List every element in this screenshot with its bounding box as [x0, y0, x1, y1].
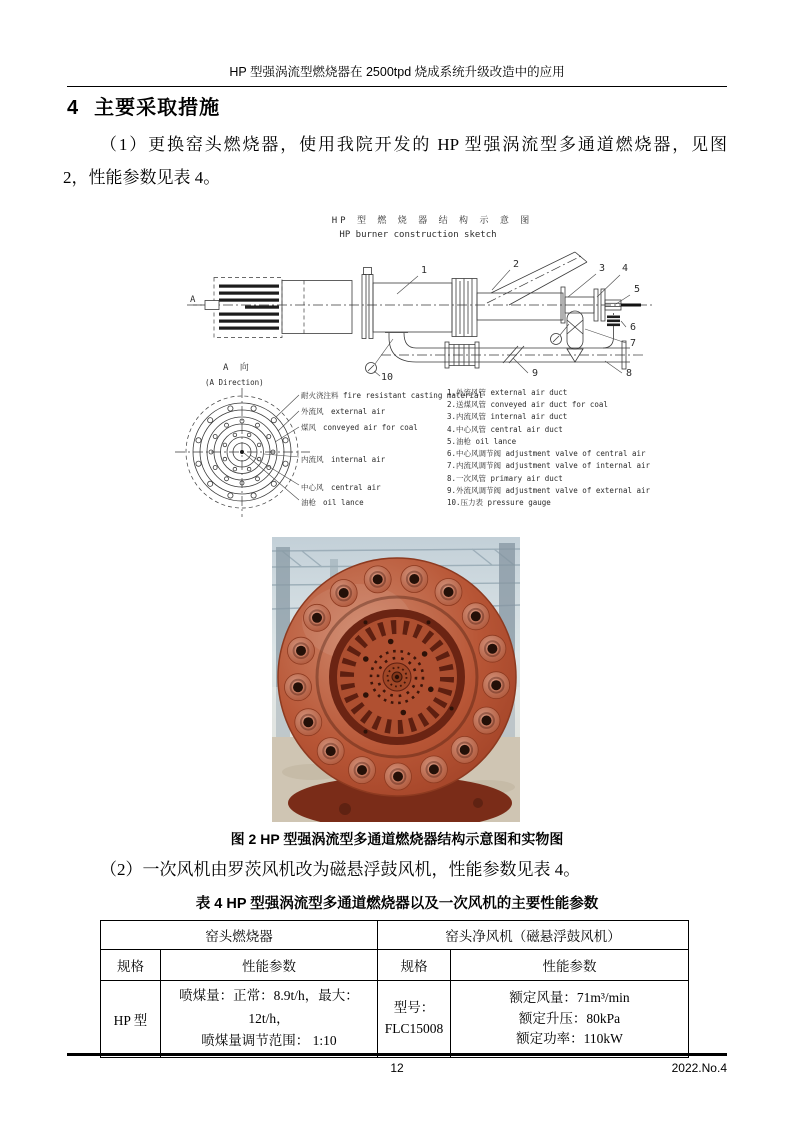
legend-item: 7.内流风调节阀 adjustment valve of internal air: [447, 461, 651, 470]
footer-issue: 2022.No.4: [671, 1061, 727, 1075]
callout-number: 9: [532, 368, 539, 379]
section-heading: [67, 91, 220, 120]
cell-fan-spec: [378, 981, 451, 1058]
section-label-cn: 外流风: [301, 407, 324, 416]
section-number: 4: [67, 97, 79, 119]
performance-table: [100, 920, 689, 1058]
table-header-row: [101, 950, 689, 981]
callout-number: 5: [634, 284, 641, 295]
fan-performance-line: 额定风量：71m³/min: [509, 989, 630, 1005]
callout-number: 6: [630, 322, 637, 333]
paragraph-1-line-2: 2，性能参数见表 4。: [63, 168, 221, 187]
fan-performance-line: 额定功率：110kW: [516, 1031, 623, 1047]
sketch-cross-section: [175, 361, 483, 517]
table-group-row: [101, 921, 689, 950]
group-header-burner: 窑头燃烧器: [101, 921, 378, 950]
sketch-legend: [447, 387, 651, 507]
callout-number: 7: [630, 338, 637, 349]
running-header: HP 型强涡流型燃烧器在 2500tpd 烧成系统升级改造中的应用: [229, 65, 565, 79]
section-title: 主要采取措施: [94, 97, 221, 119]
legend-item: 2.送煤风管 conveyed air duct for coal: [447, 400, 608, 409]
footer-rule: [67, 1053, 727, 1056]
legend-item: 8.一次风管 primary air duct: [447, 474, 563, 483]
callout-number: 10: [381, 372, 394, 383]
sketch-title-en: HP burner construction sketch: [339, 230, 497, 240]
view-label-cn: A 向: [223, 363, 252, 373]
burner-performance-line: 喷煤量：正常：8.9t/h，最大：12t/h，: [179, 987, 359, 1026]
legend-item: 10.压力表 pressure gauge: [447, 498, 551, 507]
legend-item: 9.外流风调节阀 adjustment valve of external air: [447, 486, 651, 495]
header-rule: [67, 86, 727, 87]
sketch-title-cn: HP 型 燃 烧 器 结 构 示 意 图: [331, 216, 533, 226]
col-header: 性能参数: [161, 950, 378, 981]
figure-caption: 图 2 HP 型强涡流型多通道燃烧器结构示意图和实物图: [230, 831, 564, 847]
callout-number: 8: [626, 368, 633, 379]
section-label-en: conveyed air for coal: [323, 423, 418, 432]
fan-model-value: FLC15008: [384, 1021, 444, 1036]
fan-model-label: 型号：: [393, 1000, 435, 1016]
col-header: 规格: [378, 950, 451, 981]
axis-letter: A: [190, 295, 196, 305]
fan-performance-line: 额定升压：80kPa: [518, 1010, 621, 1026]
paragraph-2: （2）一次风机由罗茨风机改为磁悬浮鼓风机，性能参数见表 4。: [100, 860, 581, 879]
section-label-cn: 中心风: [301, 483, 324, 492]
legend-item: 6.中心风调节阀 adjustment valve of central air: [447, 449, 646, 458]
footer-page-number: 12: [390, 1061, 404, 1075]
cell-burner-spec: HP 型: [101, 981, 161, 1058]
sketch-side-view: [187, 252, 653, 374]
section-label-en: oil lance: [323, 498, 364, 507]
legend-item: 4.中心风管 central air duct: [447, 425, 563, 434]
table-caption: 表 4 HP 型强涡流型多通道燃烧器以及一次风机的主要性能参数: [195, 896, 599, 912]
group-header-fan: 窑头净风机（磁悬浮鼓风机）: [378, 921, 689, 950]
callout-number: 2: [513, 259, 520, 270]
view-label-en: (A Direction): [205, 378, 264, 387]
burner-performance-line: 喷煤量调节范围： 1:10: [201, 1033, 337, 1049]
section-label-en: internal air: [331, 455, 386, 464]
section-label-en: fire resistant casting material: [343, 391, 483, 400]
col-header: 性能参数: [451, 950, 689, 981]
burner-photo: [272, 537, 520, 822]
callout-number: 1: [421, 265, 428, 276]
section-label-cn: 内流风: [301, 455, 324, 464]
section-label-cn: 油枪: [301, 498, 316, 507]
legend-item: 3.内流风管 internal air duct: [447, 412, 568, 421]
section-label-cn: 煤风: [301, 423, 316, 432]
section-label-en: central air: [331, 483, 381, 492]
col-header: 规格: [101, 950, 161, 981]
legend-item: 5.油枪 oil lance: [447, 437, 517, 446]
cell-burner-performance: [161, 981, 378, 1058]
table-data-row: [101, 981, 689, 1058]
burner-construction-sketch: [135, 205, 660, 535]
callout-number: 3: [599, 263, 606, 274]
section-label-cn: 耐火浇注料: [301, 391, 339, 400]
callout-number: 4: [622, 263, 629, 274]
cell-fan-performance: [451, 981, 689, 1058]
legend-item: 1.外流风管 external air duct: [447, 388, 568, 397]
paragraph-1-line-1: （1）更换窑头燃烧器，使用我院开发的 HP 型强涡流型多通道燃烧器，见图: [100, 135, 727, 154]
section-label-en: external air: [331, 407, 386, 416]
sketch-callouts: [374, 259, 640, 383]
